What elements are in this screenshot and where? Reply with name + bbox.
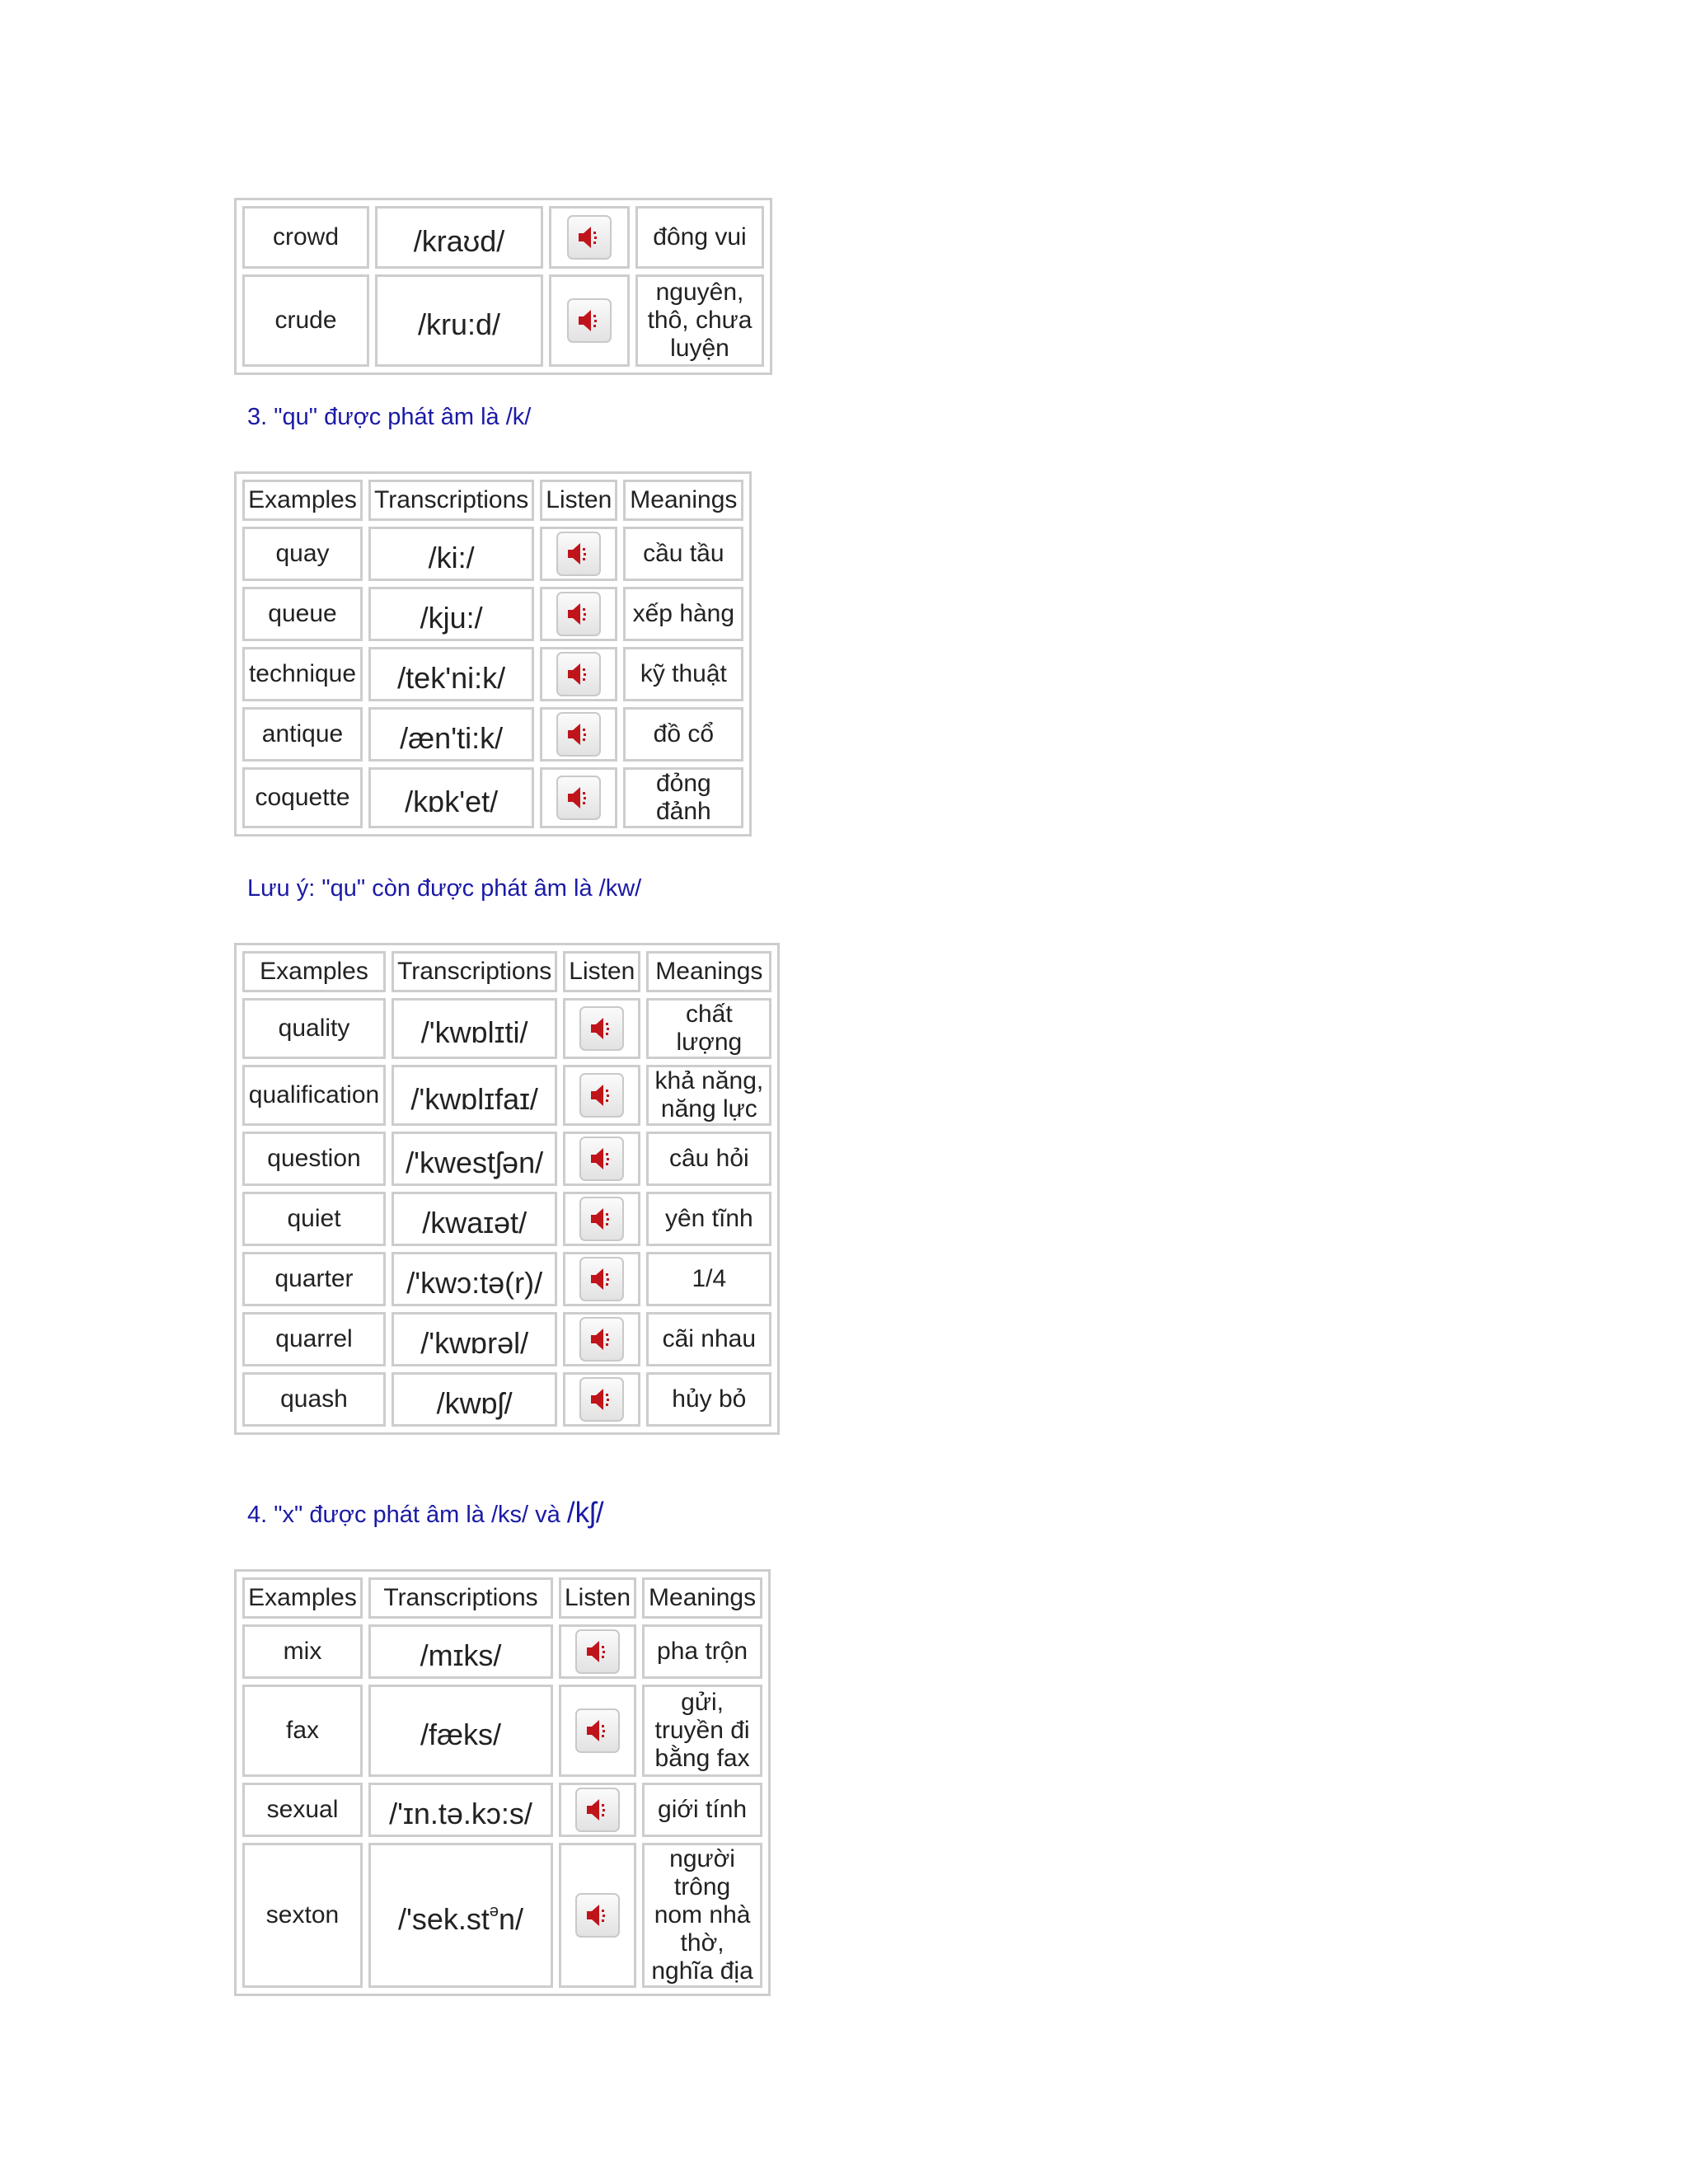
table-row: [242, 1132, 771, 1186]
transcription-cell: /'ɪn.tə.kɔ:s/: [368, 1783, 553, 1837]
table-row: [242, 527, 743, 581]
header-examples: Examples: [242, 951, 386, 992]
example-cell: quay: [242, 527, 363, 581]
table-row: [242, 1065, 771, 1126]
meaning-cell: kỹ thuật: [623, 647, 743, 701]
meaning-cell: đỏng đảnh: [623, 767, 743, 828]
transcription-cell: /'kwɔ:tə(r)/: [392, 1252, 557, 1306]
table-header-row: [242, 480, 743, 521]
speaker-icon[interactable]: [575, 1893, 620, 1938]
speaker-icon[interactable]: [579, 1257, 624, 1301]
table-row: [242, 767, 743, 828]
example-cell: quarter: [242, 1252, 386, 1306]
meaning-cell: cãi nhau: [646, 1312, 771, 1366]
transcription-cell: /'kwɒlɪti/: [392, 998, 557, 1059]
meaning-cell: 1/4: [646, 1252, 771, 1306]
transcription-cell: /kɒk'et/: [368, 767, 534, 828]
speaker-icon[interactable]: [579, 1317, 624, 1361]
listen-cell: [563, 1252, 640, 1306]
transcription-cell: /tek'ni:k/: [368, 647, 534, 701]
section-heading-qu-k: 3. "qu" được phát âm là /k/: [247, 404, 532, 430]
transcription-cell: /kju:/: [368, 587, 534, 641]
meaning-cell: pha trộn: [642, 1624, 762, 1679]
header-transcriptions: Transcriptions: [392, 951, 557, 992]
meaning-cell: giới tính: [642, 1783, 762, 1837]
header-examples: Examples: [242, 1577, 363, 1619]
example-cell: qualification: [242, 1065, 386, 1126]
transcription-cell: /æn'ti:k/: [368, 707, 534, 762]
example-cell: crude: [242, 274, 369, 367]
speaker-icon[interactable]: [575, 1708, 620, 1753]
meaning-cell: đông vui: [635, 206, 764, 269]
example-cell: queue: [242, 587, 363, 641]
transcription-cell: /fæks/: [368, 1685, 553, 1777]
transcription-cell: /kraʊd/: [375, 206, 543, 269]
ipa-part: /'sek.st: [397, 1902, 490, 1936]
ipa-superscript: ə: [489, 1902, 499, 1920]
table-row: [242, 1843, 762, 1988]
table-qu-k: [234, 471, 752, 837]
table-qu-kw: [234, 943, 780, 1435]
example-cell: antique: [242, 707, 363, 762]
section-heading-x: [247, 1497, 604, 1530]
transcription-cell: /kwaɪət/: [392, 1192, 557, 1246]
speaker-icon[interactable]: [579, 1073, 624, 1118]
header-examples: Examples: [242, 480, 363, 521]
speaker-icon[interactable]: [579, 1377, 624, 1422]
listen-cell: [563, 1312, 640, 1366]
listen-cell: [540, 647, 617, 701]
transcription-cell: /kwɒʃ/: [392, 1372, 557, 1427]
speaker-icon[interactable]: [556, 532, 601, 576]
table-row: [242, 707, 743, 762]
header-transcriptions: Transcriptions: [368, 480, 534, 521]
meaning-cell: cầu tầu: [623, 527, 743, 581]
header-meanings: Meanings: [646, 951, 771, 992]
header-listen: Listen: [563, 951, 640, 992]
meaning-cell: hủy bỏ: [646, 1372, 771, 1427]
table-row: [242, 206, 764, 269]
table-row: [242, 1624, 762, 1679]
transcription-cell: /'kwɒlɪfaɪ/: [392, 1065, 557, 1126]
speaker-icon[interactable]: [556, 712, 601, 757]
transcription-cell: /ki:/: [368, 527, 534, 581]
example-cell: fax: [242, 1685, 363, 1777]
listen-cell: [563, 1372, 640, 1427]
example-cell: quarrel: [242, 1312, 386, 1366]
example-cell: sexton: [242, 1843, 363, 1988]
transcription-cell: /'kwɒrəl/: [392, 1312, 557, 1366]
example-cell: quash: [242, 1372, 386, 1427]
table-row: [242, 998, 771, 1059]
header-transcriptions: Transcriptions: [368, 1577, 553, 1619]
meaning-cell: đồ cổ: [623, 707, 743, 762]
meaning-cell: câu hỏi: [646, 1132, 771, 1186]
table-crowd-crude: [234, 198, 772, 375]
speaker-icon[interactable]: [556, 592, 601, 636]
meaning-cell: yên tĩnh: [646, 1192, 771, 1246]
listen-cell: [559, 1843, 636, 1988]
meaning-cell: chất lượng: [646, 998, 771, 1059]
listen-cell: [563, 1192, 640, 1246]
table-row: [242, 1685, 762, 1777]
listen-cell: [540, 767, 617, 828]
speaker-icon[interactable]: [567, 298, 612, 343]
table-header-row: [242, 1577, 762, 1619]
listen-cell: [540, 587, 617, 641]
listen-cell: [563, 998, 640, 1059]
table-row: [242, 274, 764, 367]
table-row: [242, 1252, 771, 1306]
listen-cell: [549, 274, 630, 367]
listen-cell: [559, 1685, 636, 1777]
listen-cell: [559, 1624, 636, 1679]
meaning-cell: khả năng, năng lực: [646, 1065, 771, 1126]
listen-cell: [540, 527, 617, 581]
listen-cell: [540, 707, 617, 762]
section-heading-x-text: 4. "x" được phát âm là /ks/ và: [247, 1502, 567, 1528]
meaning-cell: người trông nom nhà thờ, nghĩa địa: [642, 1843, 762, 1988]
example-cell: crowd: [242, 206, 369, 269]
header-listen: Listen: [559, 1577, 636, 1619]
speaker-icon[interactable]: [579, 1137, 624, 1181]
speaker-icon[interactable]: [567, 215, 612, 260]
meaning-cell: xếp hàng: [623, 587, 743, 641]
transcription-cell: /'kwestʃən/: [392, 1132, 557, 1186]
section-heading-x-ipa: /kʃ/: [566, 1497, 604, 1529]
listen-cell: [549, 206, 630, 269]
table-x-ks: [234, 1569, 771, 1996]
example-cell: mix: [242, 1624, 363, 1679]
table-row: [242, 587, 743, 641]
table-row: [242, 1783, 762, 1837]
table-row: [242, 647, 743, 701]
listen-cell: [563, 1132, 640, 1186]
speaker-icon[interactable]: [556, 652, 601, 696]
transcription-cell: /mɪks/: [368, 1624, 553, 1679]
speaker-icon[interactable]: [575, 1629, 620, 1674]
speaker-icon[interactable]: [575, 1788, 620, 1832]
example-cell: quiet: [242, 1192, 386, 1246]
speaker-icon[interactable]: [556, 776, 601, 820]
header-listen: Listen: [540, 480, 617, 521]
table-row: [242, 1192, 771, 1246]
meaning-cell: gửi, truyền đi bằng fax: [642, 1685, 762, 1777]
table-row: [242, 1312, 771, 1366]
ipa-part: n/: [499, 1902, 524, 1936]
example-cell: coquette: [242, 767, 363, 828]
note-heading-qu-kw: Lưu ý: "qu" còn được phát âm là /kw/: [247, 875, 642, 902]
transcription-cell: /kru:d/: [375, 274, 543, 367]
table-header-row: [242, 951, 771, 992]
table-row: [242, 1372, 771, 1427]
header-meanings: Meanings: [642, 1577, 762, 1619]
example-cell: question: [242, 1132, 386, 1186]
listen-cell: [563, 1065, 640, 1126]
listen-cell: [559, 1783, 636, 1837]
header-meanings: Meanings: [623, 480, 743, 521]
meaning-cell: nguyên, thô, chưa luyện: [635, 274, 764, 367]
example-cell: quality: [242, 998, 386, 1059]
example-cell: sexual: [242, 1783, 363, 1837]
speaker-icon[interactable]: [579, 1006, 624, 1051]
speaker-icon[interactable]: [579, 1197, 624, 1241]
example-cell: technique: [242, 647, 363, 701]
transcription-cell: [368, 1843, 553, 1988]
